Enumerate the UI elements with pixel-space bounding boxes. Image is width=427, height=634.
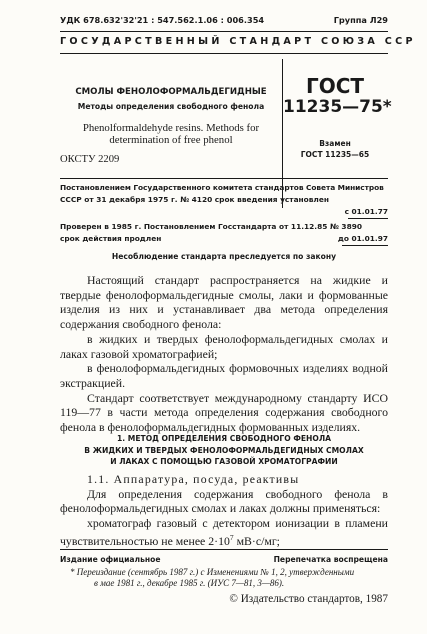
gost-number: 11235—75* bbox=[283, 97, 392, 117]
document-subtitle: Методы определения свободного фенола bbox=[77, 102, 265, 111]
paragraph-iso: Стандарт соответствует международному стандарту ИСО 119—77 в части метода определения содержания свободного фенола в фенолоформальдегидных формованных изделиях. bbox=[60, 390, 388, 435]
decree-top-rule bbox=[60, 178, 388, 179]
reprint-note bbox=[60, 567, 388, 588]
document-title: СМОЛЫ ФЕНОЛОФОРМАЛЬДЕГИДНЫЕ bbox=[75, 87, 267, 97]
intro-date: с 01.01.77 bbox=[344, 207, 388, 216]
intro-date-underline bbox=[348, 218, 388, 219]
standard-title: ГОСУДАРСТВЕННЫЙ СТАНДАРТ СОЮЗА ССР bbox=[60, 36, 416, 47]
footer-rule bbox=[60, 549, 388, 550]
header-top-rule bbox=[60, 31, 388, 32]
decree-line-3: Проверен в 1985 г. Постановлением Госстандарта от 11.12.85 № 3890 bbox=[60, 222, 362, 231]
paragraph-equipment-intro: Для определения содержания свободного фенола в фенолоформальдегидных смолах и лаках должны применяться: bbox=[60, 486, 388, 516]
section-heading-line-3: И ЛАКАХ С ПОМОЩЬЮ ГАЗОВОЙ ХРОМАТОГРАФИИ bbox=[110, 457, 338, 466]
valid-until-underline bbox=[342, 245, 388, 246]
chromatograph-exponent: 7 bbox=[229, 532, 234, 542]
decree-line-1: Постановлением Государственного комитета стандартов Совета Министров bbox=[60, 183, 384, 192]
replaces-label: Взамен bbox=[319, 139, 351, 148]
official-edition: Издание официальное bbox=[60, 555, 161, 564]
okstu-code: ОКСТУ 2209 bbox=[60, 154, 120, 165]
paragraph-method-1: в жидких и твердых фенолоформальдегидных смолах и лаках газовой хроматографией; bbox=[60, 331, 388, 361]
section-1-heading bbox=[60, 433, 388, 468]
reprint-note-line-2: в мае 1981 г., декабре 1985 г. (ИУС 7—81, 3—86). bbox=[94, 577, 285, 588]
decree-line-2: СССР от 31 декабря 1975 г. № 4120 срок введения установлен bbox=[60, 195, 329, 204]
decree-line-4: срок действия продлен bbox=[60, 234, 162, 243]
section-heading-line-1: 1. МЕТОД ОПРЕДЕЛЕНИЯ СВОБОДНОГО ФЕНОЛА bbox=[116, 434, 332, 443]
paragraph-method-2: в фенолоформальдегидных формовочных изделиях водной экстракцией. bbox=[60, 361, 388, 390]
section-1-1 bbox=[60, 472, 388, 548]
reprint-prohibited: Перепечатка воспрещена bbox=[273, 555, 388, 564]
intro-paragraphs bbox=[60, 273, 388, 435]
section-heading-line-2: В ЖИДКИХ И ТВЕРДЫХ ФЕНОЛОФОРМАЛЬДЕГИДНЫХ СМОЛАХ bbox=[84, 445, 364, 455]
english-title-line-2: determination of free phenol bbox=[109, 134, 233, 146]
gost-label: ГОСТ bbox=[305, 74, 365, 98]
chromatograph-text: хроматограф газовый с детектором ионизации в пламени чувствительностью не менее 2·10 bbox=[60, 516, 388, 548]
replaces-value: ГОСТ 11235—65 bbox=[300, 150, 370, 159]
udk-code: УДК 678.632'32'21 : 547.562.1.06 : 006.354 bbox=[60, 15, 265, 25]
paragraph-scope: Настоящий стандарт распространяется на жидкие и твердые фенолоформальдегидные смолы, лаки и формованные изделия из них и устанавливает два метода определения содержания свободного фенола: bbox=[60, 273, 388, 332]
subsection-1-1-heading: 1.1. Аппаратура, посуда, реактивы bbox=[87, 472, 300, 486]
english-title-line-1: Phenolformaldehyde resins. Methods for bbox=[82, 122, 260, 134]
header-bottom-rule bbox=[60, 53, 388, 54]
law-warning: Несоблюдение стандарта преследуется по закону bbox=[111, 252, 337, 261]
chromatograph-unit: мВ·с/мг; bbox=[233, 533, 280, 548]
reprint-note-line-1: * Переиздание (сентябрь 1987 г.) с Изменениями № 1, 2, утвержденными bbox=[70, 567, 355, 577]
english-title bbox=[60, 122, 282, 146]
group-code: Группа Л29 bbox=[333, 15, 388, 25]
paragraph-chromatograph bbox=[60, 516, 388, 548]
copyright: © Издательство стандартов, 1987 bbox=[229, 593, 388, 605]
valid-until-date: до 01.01.97 bbox=[337, 234, 388, 243]
